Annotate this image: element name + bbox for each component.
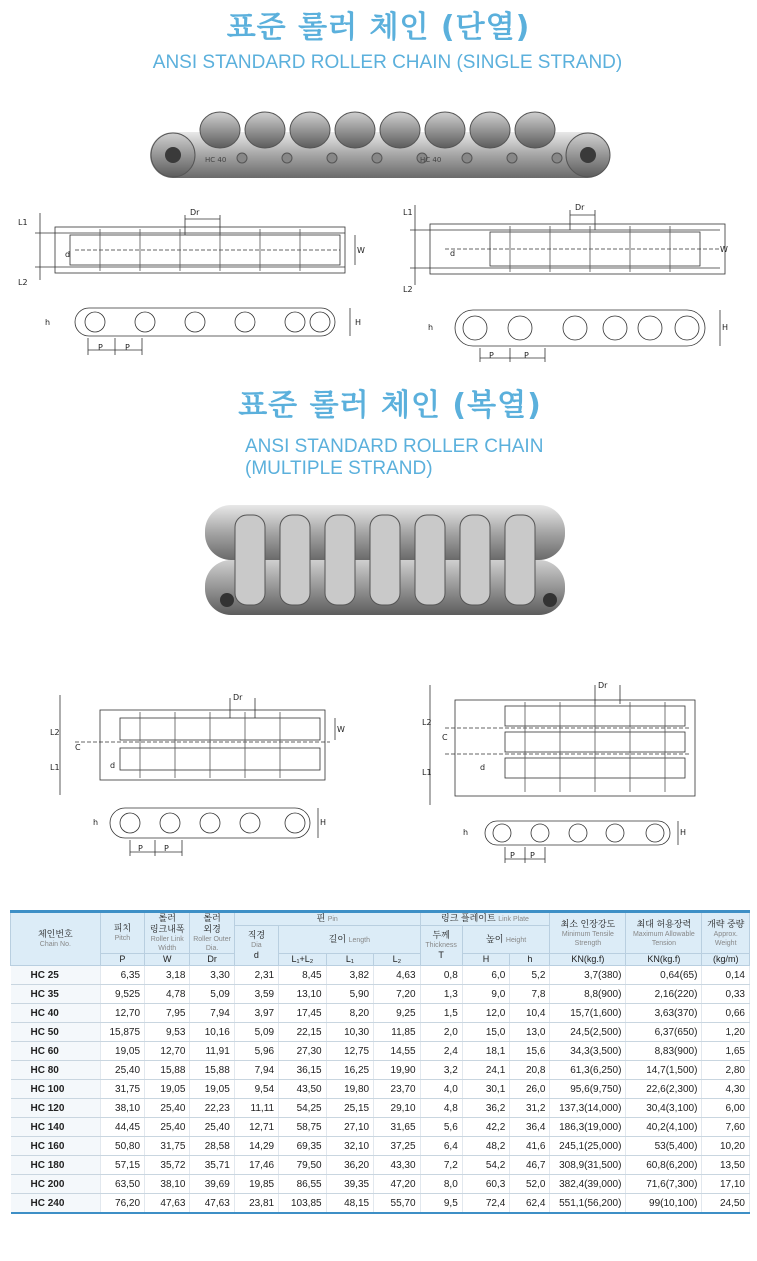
- dim-P-right-2: P: [524, 351, 529, 360]
- cell-t: 4,0: [420, 1080, 462, 1099]
- single-strand-side-view-diagram-left: [40, 300, 390, 360]
- cell-t: 6,4: [420, 1137, 462, 1156]
- cell-h: 52,0: [510, 1175, 550, 1194]
- cell-d: 9,54: [234, 1080, 278, 1099]
- cell-t: 7,2: [420, 1156, 462, 1175]
- cell-tensile: 95,6(9,750): [550, 1080, 626, 1099]
- cell-tensile: 24,5(2,500): [550, 1023, 626, 1042]
- cell-p: 6,35: [100, 966, 144, 985]
- cell-dr: 47,63: [190, 1194, 234, 1214]
- dim-H-multi-left: H: [320, 818, 327, 827]
- cell-chain: HC 25: [11, 966, 101, 985]
- cell-w: 31,75: [145, 1137, 190, 1156]
- cell-weight: 0,14: [702, 966, 750, 985]
- cell-dr: 5,09: [190, 985, 234, 1004]
- cell-H: 72,4: [462, 1194, 510, 1214]
- cell-w: 47,63: [145, 1194, 190, 1214]
- cell-d: 3,97: [234, 1004, 278, 1023]
- cell-tensile: 137,3(14,000): [550, 1099, 626, 1118]
- cell-w: 38,10: [145, 1175, 190, 1194]
- cell-dr: 22,23: [190, 1099, 234, 1118]
- cell-h: 26,0: [510, 1080, 550, 1099]
- cell-l2: 9,25: [374, 1004, 420, 1023]
- cell-l12: 43,50: [279, 1080, 327, 1099]
- plate-mark-2: HC 40: [420, 156, 442, 164]
- cell-H: 18,1: [462, 1042, 510, 1061]
- cell-chain: HC 140: [11, 1118, 101, 1137]
- cell-l2: 4,63: [374, 966, 420, 985]
- dim-h-multi-left: h: [93, 818, 99, 827]
- cell-H: 24,1: [462, 1061, 510, 1080]
- cell-h: 15,6: [510, 1042, 550, 1061]
- cell-allow: 99(10,100): [626, 1194, 702, 1214]
- multiple-strand-top-view-diagram-right: [420, 680, 710, 810]
- cell-l1: 3,82: [326, 966, 374, 985]
- dim-L2-left: L2: [18, 278, 28, 287]
- cell-dr: 25,40: [190, 1118, 234, 1137]
- cell-w: 19,05: [145, 1080, 190, 1099]
- cell-chain: HC 100: [11, 1080, 101, 1099]
- dim-Dr-right: Dr: [575, 203, 585, 212]
- cell-d: 5,96: [234, 1042, 278, 1061]
- table-row: [11, 1004, 750, 1023]
- table-row: [11, 1061, 750, 1080]
- cell-chain: HC 120: [11, 1099, 101, 1118]
- dim-h-right: h: [428, 323, 434, 332]
- dim-L1-right: L1: [403, 208, 413, 217]
- single-strand-title-ko: 표준 롤러 체인 (단열): [226, 10, 531, 45]
- col-l1-sym: L₁: [326, 954, 374, 966]
- cell-weight: 2,80: [702, 1061, 750, 1080]
- dim-P-left-1: P: [98, 343, 103, 352]
- cell-weight: 7,60: [702, 1118, 750, 1137]
- cell-l12: 13,10: [279, 985, 327, 1004]
- cell-h: 41,6: [510, 1137, 550, 1156]
- cell-dr: 7,94: [190, 1004, 234, 1023]
- col-group-link-plate: 링크 플레이트 Link Plate: [420, 912, 550, 926]
- table-row: [11, 1080, 750, 1099]
- cell-d: 17,46: [234, 1156, 278, 1175]
- cell-l1: 27,10: [326, 1118, 374, 1137]
- cell-allow: 22,6(2,300): [626, 1080, 702, 1099]
- single-strand-title-en: ANSI STANDARD ROLLER CHAIN (SINGLE STRAND): [152, 52, 623, 73]
- col-chain-no: 체인번호 Chain No.: [11, 912, 101, 966]
- cell-l12: 58,75: [279, 1118, 327, 1137]
- cell-H: 54,2: [462, 1156, 510, 1175]
- cell-l2: 29,10: [374, 1099, 420, 1118]
- cell-h: 10,4: [510, 1004, 550, 1023]
- col-allow-unit: KN(kg.f): [626, 954, 702, 966]
- cell-w: 25,40: [145, 1099, 190, 1118]
- table-row: [11, 1023, 750, 1042]
- dim-L1-multi-left: L1: [50, 763, 60, 772]
- dim-P-multi-left-1: P: [138, 844, 143, 853]
- col-allowable: 최대 허용장력 Maximum Allowable Tension: [626, 912, 702, 954]
- cell-tensile: 3,7(380): [550, 966, 626, 985]
- cell-weight: 0,66: [702, 1004, 750, 1023]
- cell-H: 9,0: [462, 985, 510, 1004]
- cell-chain: HC 200: [11, 1175, 101, 1194]
- cell-l1: 39,35: [326, 1175, 374, 1194]
- cell-chain: HC 160: [11, 1137, 101, 1156]
- cell-t: 3,2: [420, 1061, 462, 1080]
- cell-t: 5,6: [420, 1118, 462, 1137]
- cell-h: 31,2: [510, 1099, 550, 1118]
- cell-tensile: 61,3(6,250): [550, 1061, 626, 1080]
- dim-Dr-multi-right: Dr: [598, 681, 608, 690]
- cell-t: 2,0: [420, 1023, 462, 1042]
- dim-L2-multi-right: L2: [422, 718, 432, 727]
- cell-p: 12,70: [100, 1004, 144, 1023]
- cell-weight: 1,20: [702, 1023, 750, 1042]
- cell-l12: 103,85: [279, 1194, 327, 1214]
- cell-h: 62,4: [510, 1194, 550, 1214]
- cell-w: 3,18: [145, 966, 190, 985]
- cell-l12: 86,55: [279, 1175, 327, 1194]
- dim-L2-right: L2: [403, 285, 413, 294]
- cell-chain: HC 50: [11, 1023, 101, 1042]
- dim-W-multi-left: W: [337, 725, 345, 734]
- cell-allow: 71,6(7,300): [626, 1175, 702, 1194]
- multiple-strand-top-view-diagram-left: [45, 690, 345, 800]
- cell-w: 4,78: [145, 985, 190, 1004]
- multiple-strand-title-en-line1: ANSI STANDARD ROLLER CHAIN: [245, 436, 544, 457]
- cell-dr: 19,05: [190, 1080, 234, 1099]
- dim-d-multi-right: d: [480, 763, 486, 772]
- cell-tensile: 308,9(31,500): [550, 1156, 626, 1175]
- cell-dr: 15,88: [190, 1061, 234, 1080]
- dim-H-left: H: [355, 318, 362, 327]
- table-row: [11, 1137, 750, 1156]
- cell-p: 15,875: [100, 1023, 144, 1042]
- cell-dr: 39,69: [190, 1175, 234, 1194]
- cell-h: 20,8: [510, 1061, 550, 1080]
- cell-d: 3,59: [234, 985, 278, 1004]
- single-strand-chain-photo: [150, 110, 620, 190]
- cell-h: 13,0: [510, 1023, 550, 1042]
- table-row: [11, 985, 750, 1004]
- cell-w: 35,72: [145, 1156, 190, 1175]
- table-row: [11, 1194, 750, 1214]
- cell-p: 50,80: [100, 1137, 144, 1156]
- col-group-length: 길이 Length: [279, 926, 420, 954]
- col-h-sym: h: [510, 954, 550, 966]
- dim-W-left: W: [357, 246, 365, 255]
- cell-dr: 28,58: [190, 1137, 234, 1156]
- col-pin-dia: 직경 Dia d: [234, 926, 278, 966]
- cell-dr: 11,91: [190, 1042, 234, 1061]
- cell-H: 15,0: [462, 1023, 510, 1042]
- col-pitch-sym: P: [100, 954, 144, 966]
- cell-t: 1,5: [420, 1004, 462, 1023]
- single-strand-top-view-diagram-left: [15, 205, 365, 285]
- table-row: [11, 966, 750, 985]
- cell-l1: 25,15: [326, 1099, 374, 1118]
- cell-h: 5,2: [510, 966, 550, 985]
- cell-chain: HC 240: [11, 1194, 101, 1214]
- table-row: [11, 1099, 750, 1118]
- col-group-pin: 핀 Pin: [234, 912, 420, 926]
- cell-t: 1,3: [420, 985, 462, 1004]
- cell-allow: 30,4(3,100): [626, 1099, 702, 1118]
- dim-P-multi-right-2: P: [530, 851, 535, 860]
- cell-allow: 53(5,400): [626, 1137, 702, 1156]
- cell-d: 14,29: [234, 1137, 278, 1156]
- dim-d-multi-left: d: [110, 761, 116, 770]
- cell-l2: 47,20: [374, 1175, 420, 1194]
- cell-d: 12,71: [234, 1118, 278, 1137]
- cell-dr: 10,16: [190, 1023, 234, 1042]
- cell-weight: 4,30: [702, 1080, 750, 1099]
- cell-l12: 8,45: [279, 966, 327, 985]
- multiple-strand-side-view-diagram-right: [460, 815, 700, 865]
- cell-l1: 19,80: [326, 1080, 374, 1099]
- cell-H: 6,0: [462, 966, 510, 985]
- cell-l12: 69,35: [279, 1137, 327, 1156]
- cell-l1: 12,75: [326, 1042, 374, 1061]
- single-strand-top-view-diagram-right: [400, 200, 740, 294]
- cell-l12: 17,45: [279, 1004, 327, 1023]
- cell-l1: 16,25: [326, 1061, 374, 1080]
- cell-p: 19,05: [100, 1042, 144, 1061]
- dim-P-left-2: P: [125, 343, 130, 352]
- cell-allow: 8,83(900): [626, 1042, 702, 1061]
- dim-h-left: h: [45, 318, 51, 327]
- dim-P-multi-right-1: P: [510, 851, 515, 860]
- cell-dr: 3,30: [190, 966, 234, 985]
- cell-l2: 23,70: [374, 1080, 420, 1099]
- dim-d-left: d: [65, 250, 71, 259]
- cell-l2: 11,85: [374, 1023, 420, 1042]
- dim-C-multi-right: C: [442, 733, 448, 742]
- cell-l1: 5,90: [326, 985, 374, 1004]
- dim-L1-multi-right: L1: [422, 768, 432, 777]
- cell-l2: 55,70: [374, 1194, 420, 1214]
- cell-w: 15,88: [145, 1061, 190, 1080]
- plate-mark-1: HC 40: [205, 156, 227, 164]
- cell-w: 12,70: [145, 1042, 190, 1061]
- dim-P-right-1: P: [489, 351, 494, 360]
- col-dr-sym: Dr: [190, 954, 234, 966]
- col-l1l2-sym: L₁+L₂: [279, 954, 327, 966]
- cell-h: 36,4: [510, 1118, 550, 1137]
- cell-H: 12,0: [462, 1004, 510, 1023]
- cell-chain: HC 35: [11, 985, 101, 1004]
- cell-t: 2,4: [420, 1042, 462, 1061]
- cell-p: 38,10: [100, 1099, 144, 1118]
- cell-t: 8,0: [420, 1175, 462, 1194]
- cell-allow: 0,64(65): [626, 966, 702, 985]
- cell-tensile: 186,3(19,000): [550, 1118, 626, 1137]
- col-thickness: 두께 Thickness T: [420, 926, 462, 966]
- cell-w: 7,95: [145, 1004, 190, 1023]
- cell-tensile: 382,4(39,000): [550, 1175, 626, 1194]
- dim-W-right: W: [720, 245, 728, 254]
- multiple-strand-title-en-line2: (MULTIPLE STRAND): [245, 458, 433, 479]
- col-weight: 개략 중량 Approx. Weight: [702, 912, 750, 954]
- cell-chain: HC 180: [11, 1156, 101, 1175]
- cell-dr: 35,71: [190, 1156, 234, 1175]
- cell-H: 36,2: [462, 1099, 510, 1118]
- col-H-sym: H: [462, 954, 510, 966]
- chain-spec-table: [10, 910, 750, 1214]
- col-pitch: 피치 Pitch: [100, 912, 144, 954]
- cell-p: 76,20: [100, 1194, 144, 1214]
- cell-H: 48,2: [462, 1137, 510, 1156]
- dim-P-multi-left-2: P: [164, 844, 169, 853]
- cell-allow: 60,8(6,200): [626, 1156, 702, 1175]
- cell-l2: 14,55: [374, 1042, 420, 1061]
- col-group-height: 높이 Height: [462, 926, 550, 954]
- cell-l12: 36,15: [279, 1061, 327, 1080]
- table-row: [11, 1042, 750, 1061]
- cell-l12: 79,50: [279, 1156, 327, 1175]
- cell-H: 60,3: [462, 1175, 510, 1194]
- cell-tensile: 245,1(25,000): [550, 1137, 626, 1156]
- cell-weight: 24,50: [702, 1194, 750, 1214]
- cell-H: 42,2: [462, 1118, 510, 1137]
- dim-h-multi-right: h: [463, 828, 469, 837]
- cell-l1: 8,20: [326, 1004, 374, 1023]
- cell-l2: 7,20: [374, 985, 420, 1004]
- cell-p: 63,50: [100, 1175, 144, 1194]
- cell-p: 44,45: [100, 1118, 144, 1137]
- cell-weight: 0,33: [702, 985, 750, 1004]
- cell-w: 9,53: [145, 1023, 190, 1042]
- cell-p: 57,15: [100, 1156, 144, 1175]
- cell-weight: 17,10: [702, 1175, 750, 1194]
- dim-Dr-multi-left: Dr: [233, 693, 243, 702]
- cell-l12: 22,15: [279, 1023, 327, 1042]
- table-row: [11, 1118, 750, 1137]
- cell-H: 30,1: [462, 1080, 510, 1099]
- cell-chain: HC 40: [11, 1004, 101, 1023]
- cell-w: 25,40: [145, 1118, 190, 1137]
- cell-weight: 10,20: [702, 1137, 750, 1156]
- dim-L2-multi-left: L2: [50, 728, 60, 737]
- header-row-3: [11, 954, 750, 966]
- cell-l1: 10,30: [326, 1023, 374, 1042]
- single-strand-side-view-diagram-right: [425, 300, 729, 365]
- cell-allow: 2,16(220): [626, 985, 702, 1004]
- cell-allow: 3,63(370): [626, 1004, 702, 1023]
- multiple-strand-title-ko: 표준 롤러 체인 (복열): [238, 388, 542, 423]
- cell-tensile: 8,8(900): [550, 985, 626, 1004]
- cell-p: 9,525: [100, 985, 144, 1004]
- cell-h: 7,8: [510, 985, 550, 1004]
- cell-l1: 36,20: [326, 1156, 374, 1175]
- cell-d: 23,81: [234, 1194, 278, 1214]
- cell-l12: 54,25: [279, 1099, 327, 1118]
- cell-l2: 43,30: [374, 1156, 420, 1175]
- cell-tensile: 34,3(3,500): [550, 1042, 626, 1061]
- table-row: [11, 1175, 750, 1194]
- dim-H-multi-right: H: [680, 828, 687, 837]
- cell-p: 31,75: [100, 1080, 144, 1099]
- cell-p: 25,40: [100, 1061, 144, 1080]
- cell-l2: 37,25: [374, 1137, 420, 1156]
- col-tensile: 최소 인장강도 Minimum Tensile Strength: [550, 912, 626, 954]
- cell-t: 9,5: [420, 1194, 462, 1214]
- dim-L1-left: L1: [18, 218, 28, 227]
- col-w-sym: W: [145, 954, 190, 966]
- cell-l1: 48,15: [326, 1194, 374, 1214]
- cell-d: 7,94: [234, 1061, 278, 1080]
- dim-Dr-left: Dr: [190, 208, 200, 217]
- dim-d-right: d: [450, 249, 456, 258]
- cell-weight: 13,50: [702, 1156, 750, 1175]
- multiple-strand-side-view-diagram-left: [90, 800, 330, 860]
- cell-d: 2,31: [234, 966, 278, 985]
- spec-table-body: [11, 966, 750, 1214]
- cell-h: 46,7: [510, 1156, 550, 1175]
- cell-d: 19,85: [234, 1175, 278, 1194]
- cell-allow: 14,7(1,500): [626, 1061, 702, 1080]
- cell-l2: 19,90: [374, 1061, 420, 1080]
- col-roller-width: 롤러 링크내폭 Roller Link Width: [145, 912, 190, 954]
- col-tensile-unit: KN(kg.f): [550, 954, 626, 966]
- header-row-1: [11, 912, 750, 926]
- multiple-strand-chain-photo: [205, 500, 575, 630]
- table-row: [11, 1156, 750, 1175]
- cell-allow: 6,37(650): [626, 1023, 702, 1042]
- cell-tensile: 551,1(56,200): [550, 1194, 626, 1214]
- cell-l1: 32,10: [326, 1137, 374, 1156]
- cell-l12: 27,30: [279, 1042, 327, 1061]
- cell-tensile: 15,7(1,600): [550, 1004, 626, 1023]
- cell-allow: 40,2(4,100): [626, 1118, 702, 1137]
- cell-chain: HC 60: [11, 1042, 101, 1061]
- cell-weight: 1,65: [702, 1042, 750, 1061]
- col-roller-dia: 롤러 외경 Roller Outer Dia.: [190, 912, 234, 954]
- cell-chain: HC 80: [11, 1061, 101, 1080]
- cell-t: 4,8: [420, 1099, 462, 1118]
- cell-d: 11,11: [234, 1099, 278, 1118]
- col-weight-unit: (kg/m): [702, 954, 750, 966]
- cell-t: 0,8: [420, 966, 462, 985]
- col-l2-sym: L₂: [374, 954, 420, 966]
- dim-C-multi-left: C: [75, 743, 81, 752]
- cell-l2: 31,65: [374, 1118, 420, 1137]
- dim-H-right: H: [722, 323, 729, 332]
- cell-d: 5,09: [234, 1023, 278, 1042]
- cell-weight: 6,00: [702, 1099, 750, 1118]
